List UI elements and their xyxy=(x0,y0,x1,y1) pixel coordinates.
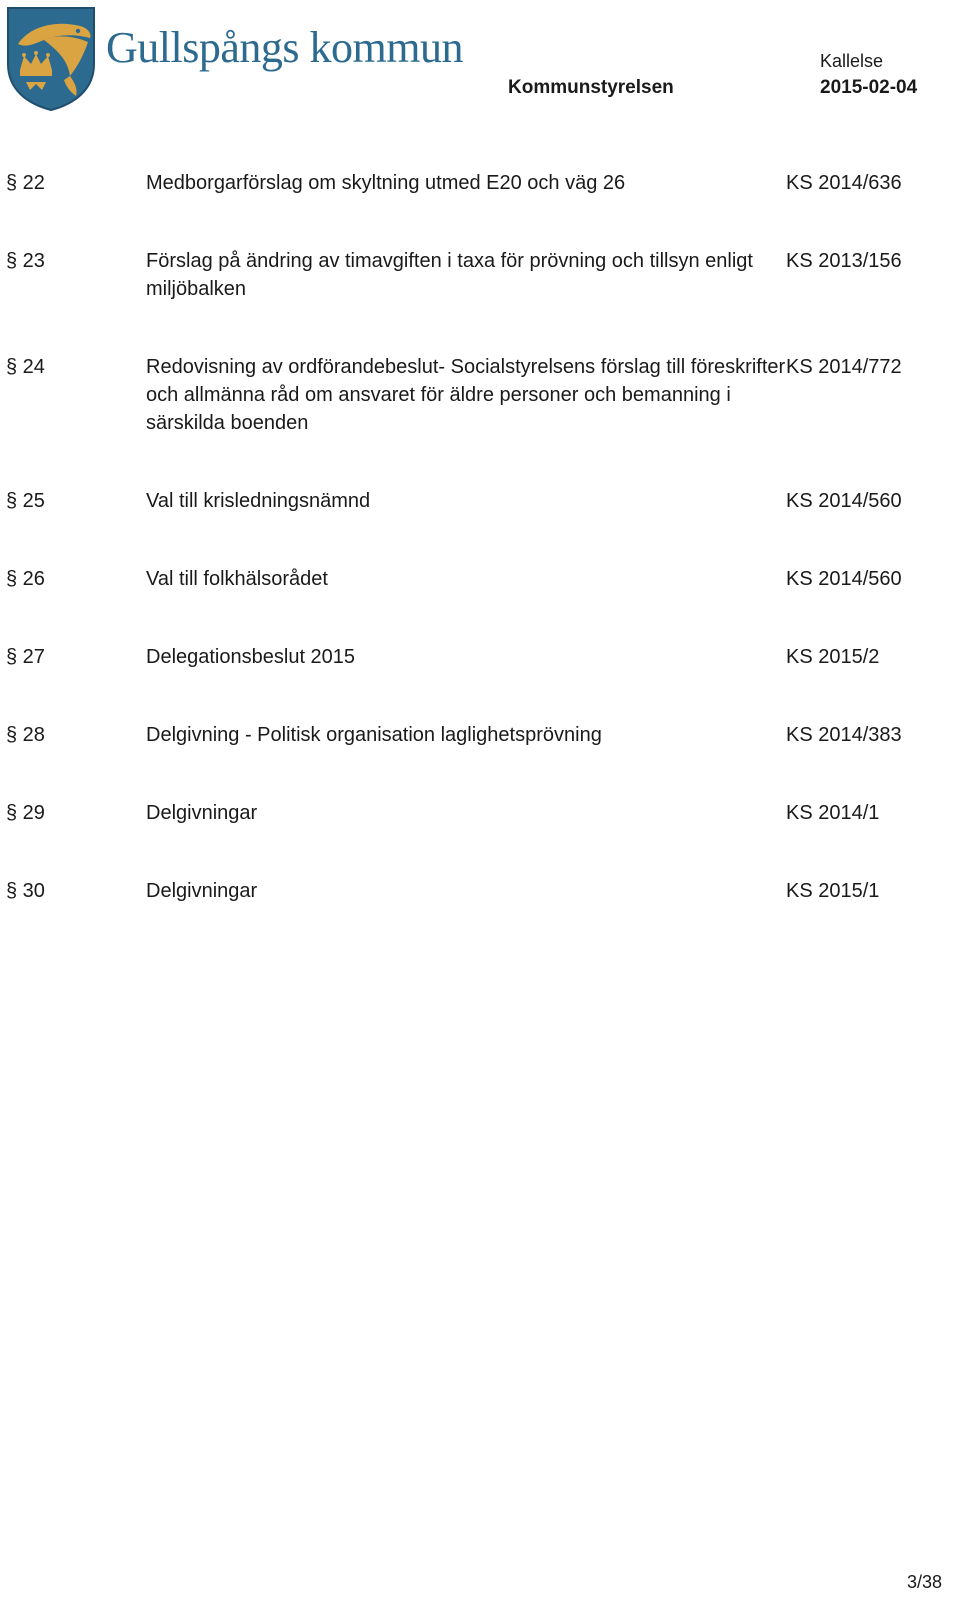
agenda-item xyxy=(6,353,936,437)
agenda-title: Redovisning av ordförandebeslut- Socialstyrelsens förslag till föreskrifter och allmänna råd om ansvaret för äldre personer och bemanning i särskilda boenden xyxy=(146,356,786,434)
paragraph-number: § 27 xyxy=(6,646,45,668)
case-number: KS 2015/1 xyxy=(786,880,880,902)
agenda-item xyxy=(6,643,936,671)
document-header xyxy=(0,0,960,120)
case-number: KS 2014/636 xyxy=(786,172,902,194)
paragraph-number: § 23 xyxy=(6,250,45,272)
case-number: KS 2014/560 xyxy=(786,568,902,590)
paragraph-number: § 30 xyxy=(6,880,45,902)
paragraph-number: § 28 xyxy=(6,724,45,746)
agenda-title: Förslag på ändring av timavgiften i taxa för prövning och tillsyn enligt miljöbalken xyxy=(146,250,753,300)
case-number: KS 2015/2 xyxy=(786,646,880,668)
case-number: KS 2014/772 xyxy=(786,356,902,378)
agenda-title: Delgivning - Politisk organisation laglighetsprövning xyxy=(146,724,602,746)
org-name: Gullspångs kommun xyxy=(106,23,463,72)
agenda-item xyxy=(6,247,936,303)
paragraph-number: § 29 xyxy=(6,802,45,824)
agenda-title: Delgivningar xyxy=(146,880,258,902)
case-number: KS 2013/156 xyxy=(786,250,902,272)
document-type: Kallelse xyxy=(820,51,884,71)
coat-of-arms-icon xyxy=(4,4,98,112)
agenda-title: Delegationsbeslut 2015 xyxy=(146,646,356,668)
paragraph-number: § 26 xyxy=(6,568,45,590)
case-number: KS 2014/560 xyxy=(786,490,902,512)
agenda-item xyxy=(6,487,936,515)
agenda-item xyxy=(6,799,936,827)
agenda-title: Val till folkhälsorådet xyxy=(146,568,328,590)
agenda-item xyxy=(6,721,936,749)
agenda-title: Medborgarförslag om skyltning utmed E20 och väg 26 xyxy=(146,172,626,194)
agenda-list xyxy=(6,169,936,955)
paragraph-number: § 25 xyxy=(6,490,45,512)
document-date: 2015-02-04 xyxy=(820,77,918,98)
paragraph-number: § 24 xyxy=(6,356,45,378)
page-number: 3/38 xyxy=(906,1572,942,1592)
agenda-item xyxy=(6,877,936,905)
paragraph-number: § 22 xyxy=(6,172,45,194)
case-number: KS 2014/1 xyxy=(786,802,880,824)
agenda-item xyxy=(6,565,936,593)
agenda-title: Val till krisledningsnämnd xyxy=(146,490,371,512)
agenda-item xyxy=(6,169,936,197)
committee-name: Kommunstyrelsen xyxy=(508,77,674,98)
agenda-title: Delgivningar xyxy=(146,802,258,824)
case-number: KS 2014/383 xyxy=(786,724,902,746)
